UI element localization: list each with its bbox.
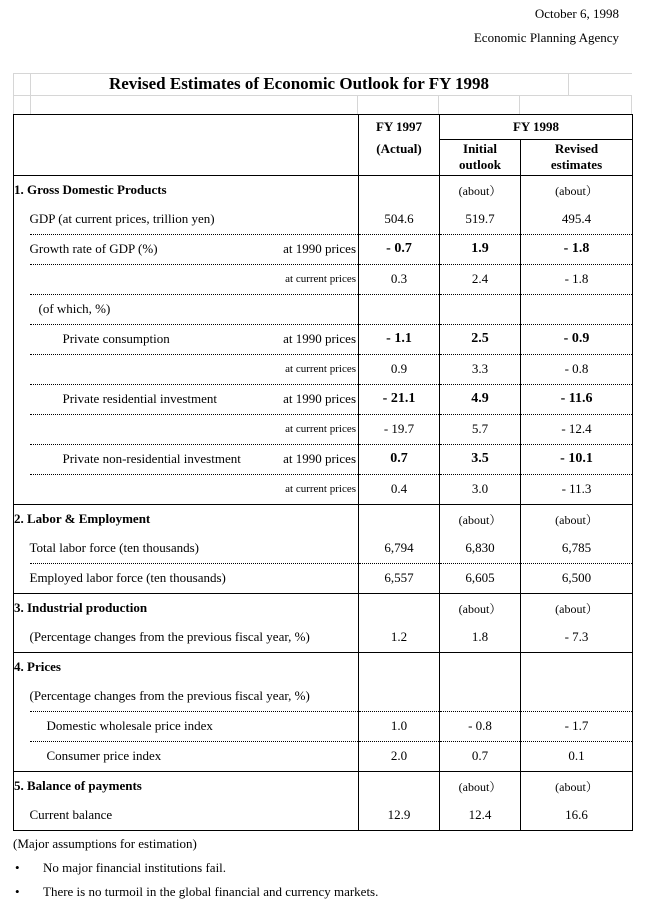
about-label: (about） <box>521 593 633 623</box>
value-actual: 1.0 <box>359 711 440 741</box>
note-text: There is no turmoil in the global financial and currency markets. <box>43 884 379 899</box>
value-initial: 0.7 <box>440 741 521 771</box>
note-text: No major financial institutions fail. <box>43 860 227 875</box>
table-row <box>14 205 633 235</box>
col-revised-line2: estimates <box>550 157 603 173</box>
value-initial: - 0.8 <box>440 711 521 741</box>
section-title: 3. Industrial production <box>14 593 359 623</box>
outlook-table <box>13 114 633 831</box>
about-label: (about） <box>440 593 521 623</box>
table-row <box>14 354 633 384</box>
table-row <box>14 801 633 831</box>
report-date: October 6, 1998 <box>534 6 619 21</box>
about-label: (about） <box>521 771 633 801</box>
row-label: Growth rate of GDP (%) at 1990 prices <box>30 234 359 264</box>
table-row <box>14 324 633 354</box>
value-initial: 6,605 <box>440 563 521 593</box>
col-revised-line1: Revised <box>554 141 599 157</box>
agency-name: Economic Planning Agency <box>473 30 619 45</box>
value-actual: 0.7 <box>359 444 440 474</box>
list-item <box>13 882 378 906</box>
col-fy1998: FY 1998 <box>440 115 633 140</box>
value-actual: 0.9 <box>359 354 440 384</box>
table-row <box>14 234 633 264</box>
value-initial: 6,830 <box>440 534 521 564</box>
grid-line <box>519 95 520 114</box>
table-row <box>14 771 633 801</box>
value-actual: 6,794 <box>359 534 440 564</box>
row-label: (Percentage changes from the previous fiscal year, %) <box>30 623 359 653</box>
notes-heading: (Major assumptions for estimation) <box>13 836 197 851</box>
row-label: Private non-residential investment at 1990 prices <box>30 444 359 474</box>
page-title: Revised Estimates of Economic Outlook for FY 1998 <box>108 74 490 93</box>
row-label: at current prices <box>30 354 359 384</box>
section-title: 4. Prices <box>14 652 359 682</box>
grid-line <box>357 95 358 114</box>
table-row <box>14 444 633 474</box>
value-revised: 6,500 <box>521 563 633 593</box>
row-label: at current prices <box>30 474 359 504</box>
about-label: (about） <box>440 771 521 801</box>
value-initial: 519.7 <box>440 205 521 235</box>
value-initial: 2.5 <box>440 324 521 354</box>
col-actual: (Actual) <box>359 140 440 176</box>
row-label: Domestic wholesale price index <box>30 711 359 741</box>
value-revised: - 10.1 <box>521 444 633 474</box>
value-initial: 3.3 <box>440 354 521 384</box>
table-row <box>14 623 633 653</box>
table-row <box>14 294 633 324</box>
value-revised: - 1.8 <box>521 234 633 264</box>
table-row <box>14 264 633 294</box>
value-revised: - 1.7 <box>521 711 633 741</box>
table-row <box>14 682 633 712</box>
value-initial: 1.9 <box>440 234 521 264</box>
table-header-row <box>14 140 633 176</box>
value-revised: 16.6 <box>521 801 633 831</box>
value-revised: - 12.4 <box>521 414 633 444</box>
about-label: (about） <box>440 175 521 205</box>
row-label: at current prices <box>30 264 359 294</box>
value-initial: 12.4 <box>440 801 521 831</box>
list-item <box>13 858 378 882</box>
value-initial: 2.4 <box>440 264 521 294</box>
value-revised: 0.1 <box>521 741 633 771</box>
bullet-icon: • <box>15 860 20 875</box>
about-label: (about） <box>440 504 521 534</box>
row-label: GDP (at current prices, trillion yen) <box>30 205 359 235</box>
value-actual: - 1.1 <box>359 324 440 354</box>
value-revised: - 0.9 <box>521 324 633 354</box>
value-revised: 495.4 <box>521 205 633 235</box>
value-actual: 0.3 <box>359 264 440 294</box>
table-row <box>14 474 633 504</box>
col-revised-estimates <box>521 140 633 176</box>
value-initial: 5.7 <box>440 414 521 444</box>
value-initial: 1.8 <box>440 623 521 653</box>
row-label: at current prices <box>30 414 359 444</box>
value-revised: - 1.8 <box>521 264 633 294</box>
table-row <box>14 384 633 414</box>
table-header-row <box>14 115 633 140</box>
table-row <box>14 534 633 564</box>
table-row <box>14 652 633 682</box>
row-label: (of which, %) <box>30 294 359 324</box>
section-title: 1. Gross Domestic Products <box>14 175 359 205</box>
col-fy1997: FY 1997 <box>359 115 440 140</box>
row-label: Employed labor force (ten thousands) <box>30 563 359 593</box>
grid-line <box>568 73 569 95</box>
col-initial-outlook <box>440 140 521 176</box>
value-actual: 1.2 <box>359 623 440 653</box>
grid-line <box>631 95 632 114</box>
about-label: (about） <box>521 175 633 205</box>
grid-line <box>13 73 14 114</box>
grid-line <box>13 95 632 96</box>
table-row <box>14 593 633 623</box>
value-actual: 6,557 <box>359 563 440 593</box>
value-actual: 504.6 <box>359 205 440 235</box>
value-revised: - 11.6 <box>521 384 633 414</box>
value-actual: - 0.7 <box>359 234 440 264</box>
table-row <box>14 741 633 771</box>
grid-line <box>438 95 439 114</box>
assumptions-notes <box>13 834 378 906</box>
about-label: (about） <box>521 504 633 534</box>
col-initial-line2: outlook <box>459 157 501 173</box>
value-initial: 3.5 <box>440 444 521 474</box>
row-label: Private residential investment at 1990 prices <box>30 384 359 414</box>
value-revised: - 7.3 <box>521 623 633 653</box>
value-actual: 12.9 <box>359 801 440 831</box>
value-revised: - 11.3 <box>521 474 633 504</box>
table-row <box>14 504 633 534</box>
row-label: (Percentage changes from the previous fiscal year, %) <box>30 682 359 712</box>
row-label: Consumer price index <box>30 741 359 771</box>
row-label: Private consumption at 1990 prices <box>30 324 359 354</box>
col-initial-line1: Initial <box>463 141 497 157</box>
row-label: Total labor force (ten thousands) <box>30 534 359 564</box>
value-initial: 4.9 <box>440 384 521 414</box>
table-row <box>14 711 633 741</box>
value-revised: 6,785 <box>521 534 633 564</box>
table-row <box>14 175 633 205</box>
table-row <box>14 414 633 444</box>
value-actual: 0.4 <box>359 474 440 504</box>
section-title: 2. Labor & Employment <box>14 504 359 534</box>
value-actual: - 19.7 <box>359 414 440 444</box>
table-row <box>14 563 633 593</box>
value-actual: 2.0 <box>359 741 440 771</box>
value-actual: - 21.1 <box>359 384 440 414</box>
value-revised: - 0.8 <box>521 354 633 384</box>
bullet-icon: • <box>15 884 20 899</box>
row-label: Current balance <box>30 801 359 831</box>
section-title: 5. Balance of payments <box>14 771 359 801</box>
value-initial: 3.0 <box>440 474 521 504</box>
